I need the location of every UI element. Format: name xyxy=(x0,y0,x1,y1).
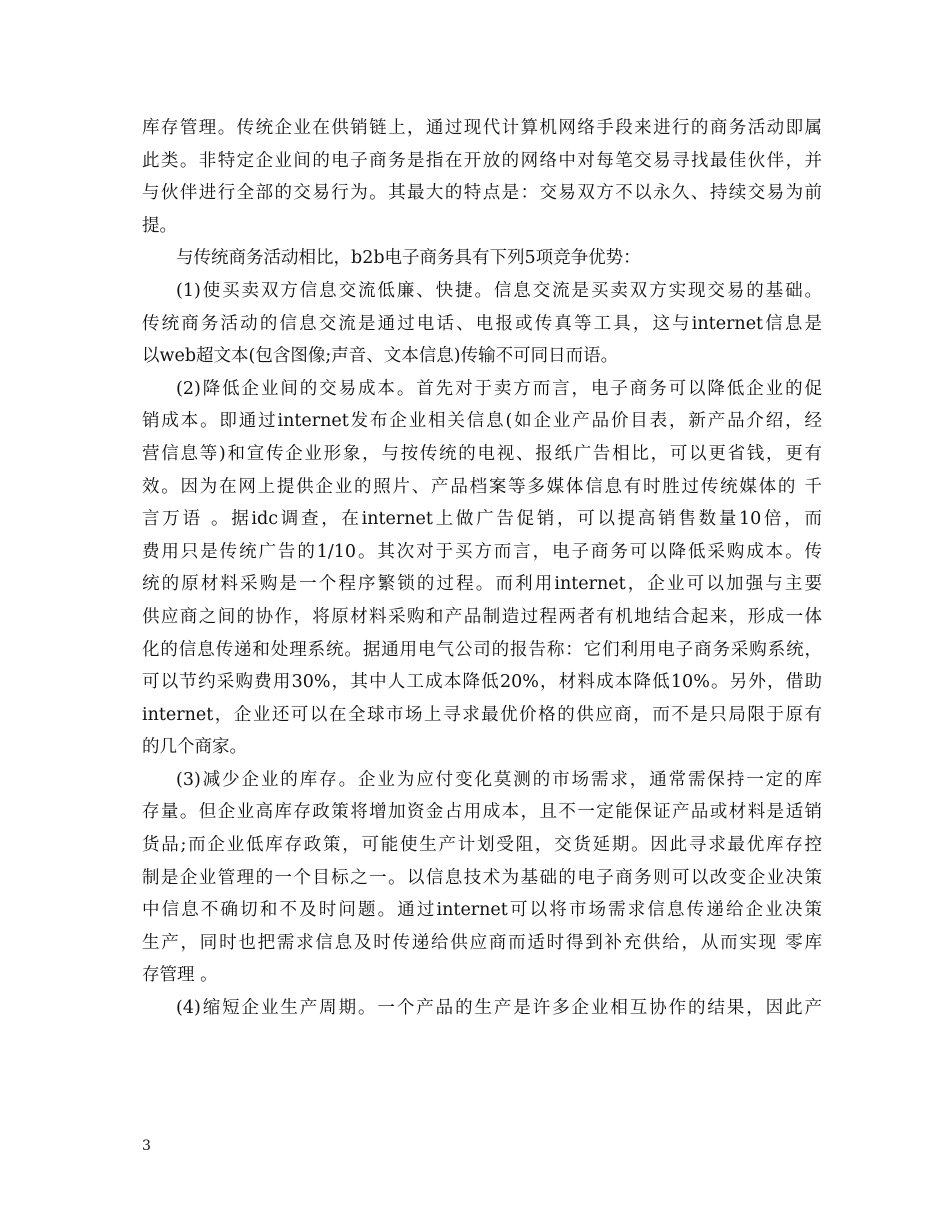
text-line: 存量。但企业高库存政策将增加资金占用成本，且不一定能保证产品或材料是适销 xyxy=(142,802,822,823)
document-body xyxy=(142,112,822,1025)
text-line: 的几个商家。 xyxy=(142,737,247,758)
text-line: 制是企业管理的一个目标之一。以信息技术为基础的电子商务则可以改变企业决策 xyxy=(142,867,822,888)
text-line: 统的原材料采购是一个程序繁锁的过程。而利用internet，企业可以加强与主要 xyxy=(142,574,822,595)
text-line: (3)减少企业的库存。企业为应付变化莫测的市场需求，通常需保持一定的库 xyxy=(176,769,822,790)
text-line: 中信息不确切和不及时问题。通过internet可以将市场需求信息传递给企业决策 xyxy=(142,900,822,921)
text-line: 营信息等)和宣传企业形象，与按传统的电视、报纸广告相比，可以更省钱，更有 xyxy=(142,443,822,464)
text-line: 与伙伴进行全部的交易行为。其最大的特点是：交易双方不以永久、持续交易为前 xyxy=(142,183,822,204)
text-line: 存管理 。 xyxy=(142,965,218,986)
text-line: 生产，同时也把需求信息及时传递给供应商而适时得到补充供给，从而实现 零库 xyxy=(142,932,822,953)
text-line: (4)缩短企业生产周期。一个产品的生产是许多企业相互协作的结果，因此产 xyxy=(176,998,822,1019)
text-line: (2)降低企业间的交易成本。首先对于卖方而言，电子商务可以降低企业的促 xyxy=(176,378,822,399)
text-line: 货品;而企业低库存政策，可能使生产计划受阻，交货延期。因此寻求最优库存控 xyxy=(142,835,822,856)
text-line: 此类。非特定企业间的电子商务是指在开放的网络中对每笔交易寻找最佳伙伴，并 xyxy=(142,150,822,171)
text-line: internet，企业还可以在全球市场上寻求最优价格的供应商，而不是只局限于原有 xyxy=(142,704,822,725)
text-line: 可以节约采购费用30%，其中人工成本降低20%，材料成本降低10%。另外，借助 xyxy=(142,672,822,693)
page-number: 3 xyxy=(142,1138,151,1154)
text-line: 库存管理。传统企业在供销链上，通过现代计算机网络手段来进行的商务活动即属 xyxy=(142,118,822,138)
text-line: 供应商之间的协作，将原材料采购和产品制造过程两者有机地结合起来，形成一体 xyxy=(142,606,822,627)
text-line: 以web超文本(包含图像;声音、文本信息)传输不可同日而语。 xyxy=(142,346,619,367)
text-line: 与传统商务活动相比，b2b电子商务具有下列5项竞争优势： xyxy=(176,248,641,269)
text-line: 提。 xyxy=(142,215,177,236)
text-line: 化的信息传递和处理系统。据通用电气公司的报告称：它们利用电子商务采购系统， xyxy=(142,639,822,660)
text-line: 言万语 。据idc调查，在internet上做广告促销，可以提高销售数量10倍，而 xyxy=(142,509,822,530)
text-line: 销成本。即通过internet发布企业相关信息(如企业产品价目表，新产品介绍，经 xyxy=(142,411,822,432)
text-line: 费用只是传统广告的1/10。其次对于买方而言，电子商务可以降低采购成本。传 xyxy=(142,541,822,562)
text-line: (1)使买卖双方信息交流低廉、快捷。信息交流是买卖双方实现交易的基础。 xyxy=(176,280,822,301)
text-line: 效。因为在网上提供企业的照片、产品档案等多媒体信息有时胜过传统媒体的 千 xyxy=(142,476,822,497)
text-line: 传统商务活动的信息交流是通过电话、电报或传真等工具，这与internet信息是 xyxy=(142,313,822,334)
